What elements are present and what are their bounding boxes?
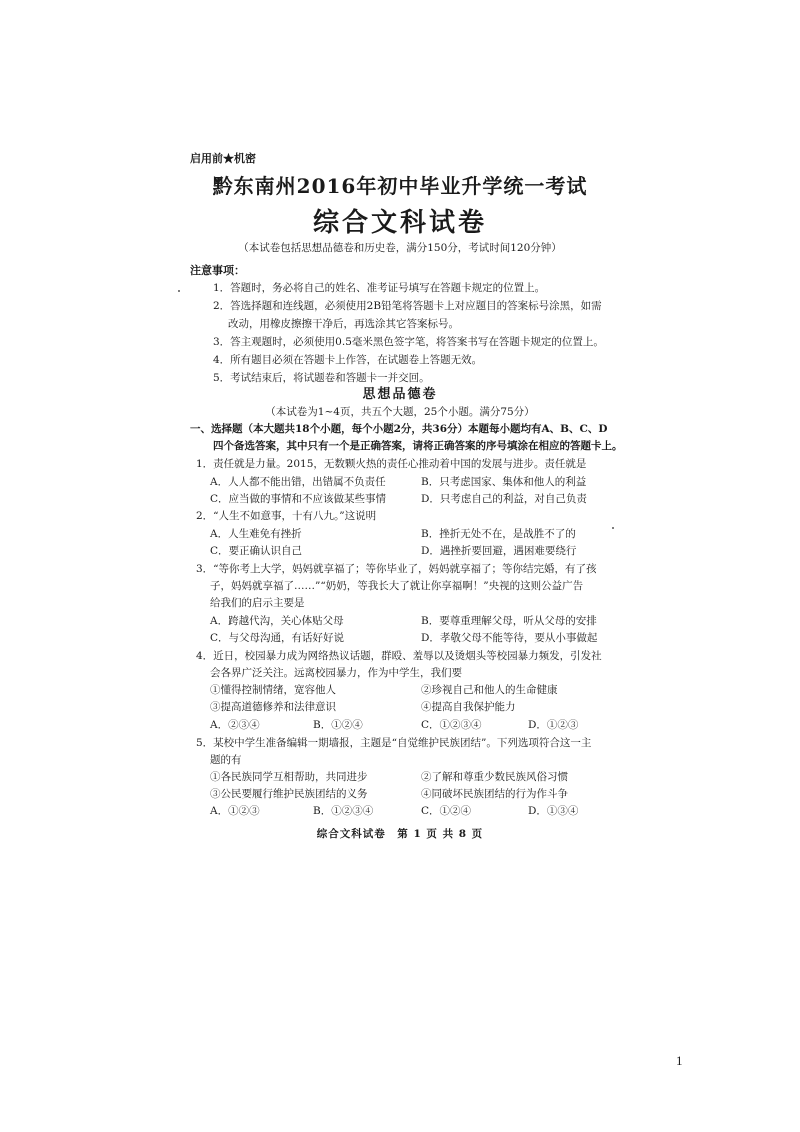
- option-a: A．②③④: [210, 719, 260, 731]
- note-item: 改动，用橡皮擦擦干净后，再选涂其它答案标号。: [228, 318, 459, 330]
- option-a: A．①②③: [210, 805, 260, 817]
- statement-item: ④同破坏民族团结的行为作斗争: [421, 788, 568, 800]
- scan-speck: [178, 290, 180, 292]
- confidential-label: 启用前★机密: [190, 152, 256, 165]
- option-a: A．人生难免有挫折: [210, 528, 302, 540]
- option-c: C．①②③④: [421, 719, 482, 731]
- option-a: A．人人都不能出错，出错属不负责任: [210, 476, 386, 488]
- part-instruction: 四个备选答案，其中只有一个是正确答案，请将正确答案的序号填涂在相应的答题卡上。: [213, 440, 623, 452]
- option-d: D．遇挫折要回避，遇困难要绕行: [421, 545, 577, 557]
- exam-subtitle: （本试卷包括思想品德卷和历史卷，满分150分，考试时间120分钟）: [238, 242, 562, 254]
- question-stem: 2．“人生不如意事，十有八九。”这说明: [196, 510, 377, 522]
- option-d: D．①②③: [528, 719, 579, 731]
- option-b: B．①②④: [313, 719, 363, 731]
- statement-item: ①懂得控制情绪，宽容他人: [210, 684, 336, 696]
- question-stem: 题的有: [210, 754, 242, 766]
- option-b: B．要尊重理解父母，听从父母的安排: [421, 615, 597, 627]
- option-d: D．孝敬父母不能等待，要从小事做起: [421, 632, 598, 644]
- question-stem: 会各界广泛关注。远离校园暴力，作为中学生，我们要: [210, 667, 462, 679]
- question-stem: 5．某校中学生准备编辑一期墙报，主题是“自觉维护民族团结”。下列选项符合这一主: [196, 737, 592, 749]
- question-stem: 4．近日，校园暴力成为网络热议话题，群殴、羞辱以及烫烟头等校园暴力频发，引发社: [196, 650, 602, 662]
- page-number: 1: [676, 1053, 683, 1068]
- question-stem: 1．责任就是力量。2015，无数颗火热的责任心推动着中国的发展与进步。责任就是: [196, 458, 587, 470]
- note-item: 5．考试结束后，将试题卷和答题卡一并交回。: [213, 372, 430, 384]
- note-item: 2．答选择题和连线题，必须使用2B铅笔将答题卡上对应题目的答案标号涂黑，如需: [213, 300, 602, 312]
- option-c: C．①②④: [421, 805, 472, 817]
- page-footer: 综合文科试卷 第 1 页 共 8 页: [316, 828, 484, 840]
- subject-title: 综合文科试卷: [312, 208, 487, 238]
- note-item: 3．答主观题时，必须使用0.5毫米黑色签字笔，将答案书写在答题卡规定的位置上。: [213, 336, 604, 348]
- option-c: C．要正确认识自己: [210, 545, 303, 557]
- statement-item: ③提高道德修养和法律意识: [210, 701, 336, 713]
- section-title: 思想品德卷: [362, 387, 438, 402]
- option-a: A．跨越代沟，关心体贴父母: [210, 615, 344, 627]
- note-item: 4．所有题目必须在答题卡上作答，在试题卷上答题无效。: [213, 354, 483, 366]
- statement-item: ④提高自我保护能力: [421, 701, 516, 713]
- exam-title: 黔东南州2016年初中毕业升学统一考试: [212, 174, 588, 198]
- scan-speck: [612, 527, 614, 529]
- option-b: B．挫折无处不在，是战胜不了的: [421, 528, 576, 540]
- notes-heading: 注意事项：: [190, 264, 245, 277]
- option-d: D．①③④: [528, 805, 579, 817]
- statement-item: ①各民族同学互相帮助，共同进步: [210, 771, 368, 783]
- statement-item: ②了解和尊重少数民族风俗习惯: [421, 771, 568, 783]
- option-c: C．应当做的事情和不应该做某些事情: [210, 493, 387, 505]
- question-stem: 3．“等你考上大学，妈妈就享福了；等你毕业了，妈妈就享福了；等你结完婚，有了孩: [196, 563, 597, 575]
- statement-item: ②珍视自己和他人的生命健康: [421, 684, 558, 696]
- statement-item: ③公民要履行维护民族团结的义务: [210, 788, 368, 800]
- option-d: D．只考虑自己的利益，对自己负责: [421, 493, 587, 505]
- section-subtitle: （本试卷为1~4页，共五个大题，25个小题。满分75分）: [265, 406, 535, 418]
- option-b: B．只考虑国家、集体和他人的利益: [421, 476, 587, 488]
- note-item: 1．答题时，务必将自己的姓名、准考证号填写在答题卡规定的位置上。: [213, 282, 546, 294]
- question-stem: 子，妈妈就享福了……”“奶奶，等我长大了就让你享福啊！”央视的这则公益广告: [210, 580, 584, 592]
- option-b: B．①②③④: [313, 805, 374, 817]
- part-instruction: 一、选择题（本大题共18个小题，每个小题2分，共36分）本题每小题均有A、B、C、D: [190, 423, 608, 435]
- option-c: C．与父母沟通，有话好好说: [210, 632, 345, 644]
- question-stem: 给我们的启示主要是: [210, 597, 305, 609]
